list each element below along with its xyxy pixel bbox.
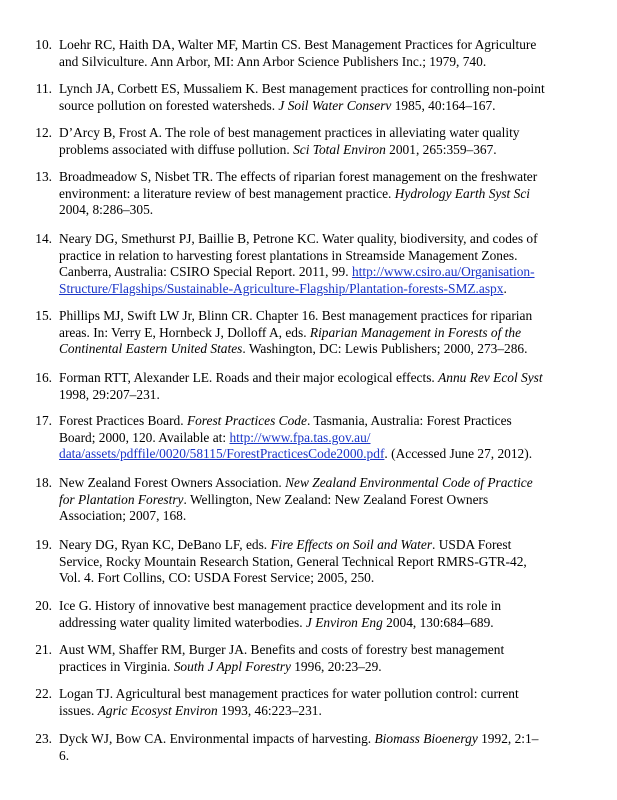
- reference-line: [59, 169, 599, 186]
- reference-text-segment: 2004, 130:684–689.: [382, 614, 494, 630]
- reference-text: [59, 125, 599, 158]
- reference-text: [59, 370, 599, 403]
- reference-line: [59, 264, 599, 281]
- reference-number: 14.: [35, 231, 52, 246]
- reference-journal-title: J Environ Eng: [305, 614, 383, 630]
- reference-line: [59, 325, 599, 342]
- reference-text-segment: Aust WM, Shaffer RM, Burger JA. Benefits and costs of forestry best management: [59, 642, 505, 657]
- reference-text-segment: Dyck WJ, Bow CA. Environmental impacts of harvesting.: [59, 731, 375, 746]
- reference-line: [59, 281, 599, 298]
- reference-journal-title: Forest Practices Code: [186, 413, 307, 428]
- reference-line: [59, 570, 599, 587]
- reference-link[interactable]: http://www.csiro.au/Organisation-: [351, 264, 535, 280]
- reference-line: [59, 413, 599, 430]
- reference-text-segment: environment: a literature review of best management practice.: [59, 185, 395, 201]
- reference-text-segment: 1996, 20:23–29.: [290, 658, 382, 674]
- reference-line: [59, 537, 599, 554]
- reference-journal-title: Biomass Bioenergy: [374, 731, 478, 746]
- reference-line: [59, 341, 599, 358]
- reference-text: [59, 475, 599, 525]
- reference-text: [59, 731, 599, 764]
- reference-text-segment: 2004, 8:286–305.: [59, 202, 154, 218]
- reference-text-segment: Association; 2007, 168.: [59, 508, 187, 524]
- reference-line: [59, 308, 599, 325]
- reference-text-segment: 1985, 40:164–167.: [391, 97, 496, 113]
- reference-text-segment: Board; 2000, 120. Available at:: [59, 429, 230, 445]
- reference-number: 22.: [35, 686, 52, 701]
- reference-text: [59, 308, 599, 358]
- reference-text-segment: Forman RTT, Alexander LE. Roads and their major ecological effects.: [59, 370, 439, 385]
- reference-text: [59, 413, 599, 463]
- reference-journal-title: Annu Rev Ecol Syst: [438, 370, 543, 385]
- reference-link[interactable]: http://www.fpa.tas.gov.au/: [229, 429, 371, 445]
- reference-number: 10.: [35, 37, 52, 52]
- reference-text-segment: . Wellington, New Zealand: New Zealand Forest Owners: [183, 491, 489, 507]
- reference-journal-title: Fire Effects on Soil and Water: [270, 537, 433, 552]
- reference-line: [59, 508, 599, 525]
- reference-text-segment: Ice G. History of innovative best management practice development and its role in: [59, 598, 502, 613]
- reference-text-segment: practices in Virginia.: [59, 658, 174, 674]
- reference-journal-title: Continental Eastern United States: [59, 341, 243, 357]
- reference-line: [59, 703, 599, 720]
- reference-journal-title: Agric Ecosyst Environ: [97, 702, 218, 718]
- reference-journal-title: New Zealand Environmental Code of Practice: [285, 475, 533, 490]
- reference-text-segment: Vol. 4. Fort Collins, CO: USDA Forest Service; 2005, 250.: [59, 570, 375, 586]
- reference-number: 11.: [35, 81, 52, 96]
- reference-number: 20.: [35, 598, 52, 613]
- reference-text-segment: . USDA Forest: [432, 537, 512, 552]
- reference-text: [59, 686, 599, 719]
- reference-journal-title: Riparian Management in Forests of the: [309, 324, 522, 340]
- reference-line: [59, 81, 599, 98]
- reference-text-segment: 1998, 29:207–231.: [59, 386, 160, 402]
- reference-journal-title: Hydrology Earth Syst Sci: [394, 185, 530, 201]
- reference-number: 12.: [35, 125, 52, 140]
- reference-text-segment: practice in relation to harvesting forest plantations in Streamside Management Zones.: [59, 247, 518, 263]
- reference-line: [59, 554, 599, 571]
- reference-text-segment: Neary DG, Ryan KC, DeBano LF, eds.: [59, 537, 271, 552]
- reference-line: [59, 615, 599, 632]
- reference-line: [59, 748, 599, 765]
- reference-line: [59, 231, 599, 248]
- reference-line: [59, 248, 599, 265]
- reference-line: [59, 475, 599, 492]
- reference-number: 17.: [35, 413, 52, 428]
- reference-link[interactable]: Structure/Flagships/Sustainable-Agriculture-Flagship/Plantation-forests-SMZ.aspx: [59, 280, 504, 296]
- reference-text-segment: Loehr RC, Haith DA, Walter MF, Martin CS. Best Management Practices for Agriculture: [59, 37, 537, 52]
- reference-text-segment: 1992, 2:1–: [477, 731, 539, 746]
- reference-line: [59, 142, 599, 159]
- reference-text-segment: Forest Practices Board.: [59, 413, 187, 428]
- reference-number: 19.: [35, 537, 52, 552]
- reference-line: [59, 202, 599, 219]
- reference-text-segment: and Silviculture. Ann Arbor, MI: Ann Arbor Science Publishers Inc.; 1979, 740.: [59, 53, 487, 69]
- reference-text-segment: Phillips MJ, Swift LW Jr, Blinn CR. Chapter 16. Best management practices for riparian: [59, 308, 533, 323]
- reference-text: [59, 598, 599, 631]
- reference-text-segment: issues.: [59, 702, 98, 718]
- reference-journal-title: South J Appl Forestry: [173, 658, 291, 674]
- reference-line: [59, 659, 599, 676]
- reference-text: [59, 642, 599, 675]
- reference-text-segment: Broadmeadow S, Nisbet TR. The effects of riparian forest management on the freshwater: [59, 169, 538, 184]
- reference-text-segment: . Washington, DC: Lewis Publishers; 2000, 273–286.: [242, 341, 528, 357]
- reference-line: [59, 430, 599, 447]
- reference-text-segment: areas. In: Verry E, Hornbeck J, Dolloff A, eds.: [59, 324, 310, 340]
- reference-number: 23.: [35, 731, 52, 746]
- reference-text-segment: source pollution on forested watersheds.: [59, 97, 279, 113]
- reference-line: [59, 598, 599, 615]
- reference-journal-title: for Plantation Forestry: [59, 491, 184, 507]
- reference-number: 16.: [35, 370, 52, 385]
- reference-text-segment: .: [503, 280, 507, 296]
- reference-text: [59, 169, 599, 219]
- reference-journal-title: Sci Total Environ: [293, 141, 386, 157]
- reference-line: [59, 446, 599, 463]
- reference-text-segment: problems associated with diffuse pollution.: [59, 141, 294, 157]
- reference-text-segment: addressing water quality limited waterbodies.: [59, 614, 306, 630]
- reference-line: [59, 686, 599, 703]
- reference-number: 18.: [35, 475, 52, 490]
- reference-line: [59, 370, 599, 387]
- reference-text-segment: D’Arcy B, Frost A. The role of best management practices in alleviating water quality: [59, 125, 520, 140]
- reference-text-segment: Lynch JA, Corbett ES, Mussaliem K. Best management practices for controlling non-point: [59, 81, 545, 96]
- reference-line: [59, 731, 599, 748]
- reference-line: [59, 387, 599, 404]
- reference-text: [59, 231, 599, 297]
- reference-line: [59, 125, 599, 142]
- reference-text-segment: 1993, 46:223–231.: [217, 702, 322, 718]
- reference-line: [59, 98, 599, 115]
- reference-text: [59, 37, 599, 70]
- reference-text-segment: Canberra, Australia: CSIRO Special Report. 2011, 99.: [59, 264, 352, 280]
- reference-text: [59, 537, 599, 587]
- reference-line: [59, 37, 599, 54]
- reference-text-segment: New Zealand Forest Owners Association.: [59, 475, 286, 490]
- reference-text-segment: . (Accessed June 27, 2012).: [384, 446, 533, 462]
- reference-line: [59, 54, 599, 71]
- reference-text: [59, 81, 599, 114]
- reference-text-segment: Logan TJ. Agricultural best management practices for water pollution control: current: [59, 686, 519, 701]
- reference-text-segment: Neary DG, Smethurst PJ, Baillie B, Petrone KC. Water quality, biodiversity, and codes of: [59, 231, 538, 246]
- reference-journal-title: J Soil Water Conserv: [278, 97, 392, 113]
- reference-text-segment: 6.: [59, 747, 70, 763]
- reference-number: 15.: [35, 308, 52, 323]
- reference-text-segment: 2001, 265:359–367.: [385, 141, 497, 157]
- reference-link[interactable]: data/assets/pdffile/0020/58115/ForestPracticesCode2000.pdf: [59, 446, 385, 462]
- reference-number: 21.: [35, 642, 52, 657]
- reference-text-segment: Service, Rocky Mountain Research Station, General Technical Report RMRS-GTR-42,: [59, 553, 527, 569]
- reference-text-segment: . Tasmania, Australia: Forest Practices: [306, 413, 512, 428]
- reference-line: [59, 186, 599, 203]
- reference-line: [59, 492, 599, 509]
- reference-line: [59, 642, 599, 659]
- reference-number: 13.: [35, 169, 52, 184]
